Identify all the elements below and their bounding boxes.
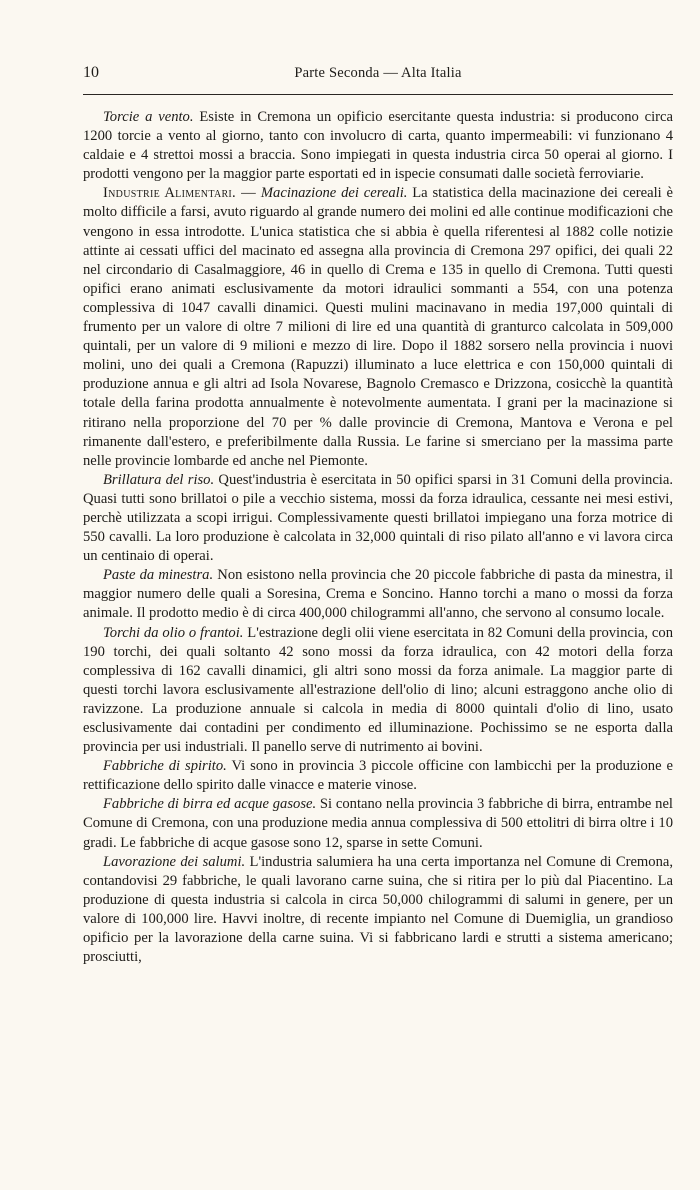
- paragraph-lead: Paste da minestra.: [103, 567, 214, 584]
- paragraph-salumi: [83, 853, 673, 968]
- book-page: [83, 62, 673, 967]
- paragraph-text: La statistica della macinazione dei cereali è molto difficile a farsi, avuto riguardo al grande numero dei molini ed alle continue modificazioni che vengono in essa introdotte. L'unica statistica che si abbia è quella riferentesi al 1882 colle notizie attinte ai cessati uffici del macinato ed assegna alla provincia di Cremona 297 opifici, dei quali 22 nel circondario di Casalmaggiore, 46 in quello di Crema e 135 in quello di Cremona. Tutti questi opifici erano animati esclusivamente da motori idraulici sommanti a 554, con una potenza complessiva di 1047 cavalli dinamici. Questi mulini macinavano in media 197,000 quintali di frumento per un valore di oltre 7 milioni di lire ed una quantità di granturco calcolata in 509,000 quintali, per un valore di 9 milioni e mezzo di lire. Dopo il 1882 sorsero nella provincia i nuovi molini, uno dei quali a Cremona (Rapuzzi) illuminato a luce elettrica e con 150,000 quintali di produzione annua e gli altri ad Isola Novarese, Bagnolo Cremasco e Drizzona, cosicchè la quantità totale della farina prodotta annualmente è notevolmente aumentata. I grani per la macinazione si ritirano nella proporzione del 70 per % dalle provincie di Cremona, Mantova e Verona e pel rimanente dall'estero, e preferibilmente dalla Russia. Le farine si smerciano per la massima parte nelle provincie lombarde ed anche nel Piemonte.: [83, 185, 673, 469]
- paragraph-lead: Macinazione dei cereali.: [260, 185, 408, 202]
- paragraph-text: L'estrazione degli olii viene esercitata in 82 Comuni della provincia, con 190 torchi, dei quali soltanto 42 sono mossi da forza idraulica, con 42 motori della forza complessiva di 162 cavalli dinamici, gli altri sono mossi da forza animale. La maggior parte di questi torchi lavora esclusivamente all'estrazione dell'olio di lino; alcuni estraggono anche olio di ravizzone. La produzione annuale si calcola in media di 8000 quintali d'olio di lino, usato esclusivamente dai contadini per condimento ed illuminazione. Pochissimo se ne esporta dalla provincia per usi industriali. Il panello serve di nutrimento ai bovini.: [83, 624, 673, 756]
- body-text: [83, 108, 673, 967]
- paragraph-paste: [83, 566, 673, 623]
- paragraph-lead: Fabbriche di birra ed acque gasose.: [103, 796, 317, 813]
- paragraph-text: Vi sono in provincia 3 piccole officine con lambicchi per la produzione e rettificazione dello spirito dalle vinacce e materie vinose.: [83, 758, 673, 794]
- paragraph-text: Quest'industria è esercitata in 50 opifici sparsi in 31 Comuni della provincia. Quasi tutti sono brillatoi o pile a vecchio sistema, mossi da forza idraulica, cessante nei mesi estivi, perchè utilizzata a scopi irrigui. Complessivamente questi brillatoi impiegano una forza motrice di 550 cavalli. La loro produzione è calcolata in 32,000 quintali di riso pilato all'anno e vi lavora circa un centinaio di operai.: [83, 471, 673, 565]
- paragraph-birra: [83, 795, 673, 852]
- header-rule: [83, 94, 673, 95]
- paragraph-brillatura: [83, 471, 673, 566]
- page-header: [83, 62, 673, 84]
- paragraph-text: Esiste in Cremona un opificio esercitante questa industria: si producono circa 1200 torcie a vento al giorno, tanto con involucro di carta, quanto impermeabili: vi funzionano 4 caldaie e 4 strettoi mossi a braccia. Sono impiegati in questa industria circa 50 operai al giorno. I prodotti vengono per la maggior parte esportati ed in ispecie consumati dalle società ferroviarie.: [83, 109, 673, 183]
- paragraph-macinazione: [83, 184, 673, 470]
- paragraph-torcie: [83, 108, 673, 184]
- paragraph-text: Non esistono nella provincia che 20 piccole fabbriche di pasta da minestra, il maggior numero delle quali a Soresina, Crema e Soncino. Hanno torchi a mano o mossi da forza animale. Il prodotto medio è di circa 400,000 chilogrammi all'anno, che servono al consumo locale.: [83, 567, 674, 622]
- paragraph-lead: Lavorazione dei salumi.: [103, 853, 246, 870]
- paragraph-lead: Fabbriche di spirito.: [103, 758, 227, 775]
- section-heading: Industrie Alimentari. —: [103, 185, 257, 202]
- paragraph-lead: Torchi da olio o frantoi.: [103, 624, 244, 641]
- paragraph-text: Si contano nella provincia 3 fabbriche di birra, entrambe nel Comune di Cremona, con una produzione media annua complessiva di 500 ettolitri di birra oltre i 10 gradi. Le fabbriche di acque gasose sono 12, sparse in sette Comuni.: [83, 796, 673, 851]
- running-title: Parte Seconda — Alta Italia: [294, 65, 462, 81]
- paragraph-lead: Brillatura del riso.: [103, 471, 215, 488]
- paragraph-torchi: [83, 624, 673, 758]
- paragraph-spirito: [83, 757, 673, 795]
- paragraph-lead: Torcie a vento.: [103, 109, 194, 125]
- page-number: 10: [83, 64, 99, 81]
- paragraph-text: L'industria salumiera ha una certa importanza nel Comune di Cremona, contandovisi 29 fabbriche, le quali lavorano carne suina, che si ritira per lo più dal Piacentino. La produzione di questa industria si calcola in circa 50,000 chilogrammi di salumi in genere, per un valore di 100,000 lire. Havvi inoltre, di recente impianto nel Comune di Duemiglia, un grandioso opificio per la lavorazione della carne suina. Vi si fabbricano lardi e strutti a sistema americano; prosciutti,: [83, 853, 673, 966]
